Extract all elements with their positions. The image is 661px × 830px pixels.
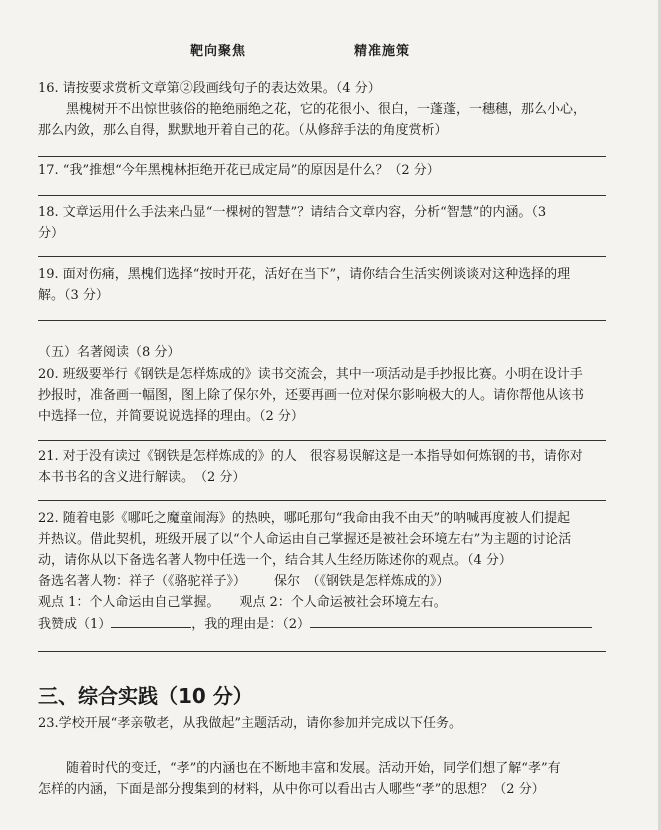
q16-stem: 16. 请按要求赏析文章第②段画线句子的表达效果。（4 分）: [38, 81, 381, 96]
view-1: 观点 1：个人命运由自己掌握。: [38, 595, 220, 610]
q22-line-1: 22. 随着电影《哪吒之魔童闹海》的热映，哪吒那句“我命由我不由天”的呐喊再度被人们提起: [38, 511, 571, 526]
candidates-label: 备选名著人物：: [38, 574, 130, 589]
q22-line-2: 并热议。借此契机，班级开展了以“个人命运由自己掌握还是被社会环境左右”为主题的讨论活: [38, 532, 572, 547]
reason-prefix: ，我的理由是：（2）: [191, 617, 311, 632]
answer-line[interactable]: [38, 440, 606, 441]
q22-views: [38, 592, 447, 613]
q18-line-2: 分）: [38, 226, 65, 241]
q21-line-2: 本书书名的含义进行解读。 （2 分）: [38, 470, 246, 485]
section-5-title: （五）名著阅读（8 分）: [38, 345, 181, 360]
agree-prefix: 我赞成（1）: [38, 617, 112, 632]
q19-line-2: 解。（3 分）: [38, 288, 109, 303]
candidate-1: 祥子（《骆驼祥子》）: [129, 574, 247, 589]
q22-answer-row: [38, 613, 592, 635]
view-2: 观点 2：个人命运被社会环境左右。: [239, 595, 447, 610]
candidate-2: 保尔 （《钢铁是怎样炼成的》）: [274, 574, 450, 589]
header-left: 靶向聚焦: [190, 44, 247, 59]
answer-line[interactable]: [38, 320, 606, 321]
q22-line-3: 动，请你从以下备选名著人物中任选一个，结合其人生经历陈述你的观点。（4 分）: [38, 553, 512, 568]
answer-line[interactable]: [38, 500, 606, 501]
header-right: 精准施策: [354, 44, 411, 59]
q22-candidates: [38, 571, 450, 592]
agree-blank[interactable]: [111, 613, 191, 628]
q20-line-3: 中选择一位，并简要说说选择的理由。（2 分）: [38, 409, 304, 424]
q20-line-2: 抄报时，准备画一幅图，图上除了保尔外，还要再画一位对保尔影响极大的人。请你帮他从该书: [38, 388, 585, 403]
q23-stem: 23.学校开展“孝亲敬老，从我做起”主题活动，请你参加并完成以下任务。: [38, 716, 462, 731]
answer-line[interactable]: [38, 651, 606, 652]
section-3-title: 三、综合实践（10 分）: [38, 684, 253, 708]
q23-para-line-1: 随着时代的变迁，“孝”的内涵也在不断地丰富和发展。活动开始，同学们想了解“孝”有: [66, 761, 561, 776]
q18-line-1: 18. 文章运用什么手法来凸显“一棵树的智慧”？请结合文章内容，分析“智慧”的内涵。（3: [38, 205, 547, 220]
q19-line-1: 19. 面对伤痛，黑槐们选择“按时开花，活好在当下”，请你结合生活实例谈谈对这种选择的理: [38, 267, 571, 282]
q21-line-1: 21. 对于没有读过《钢铁是怎样炼成的》的人 很容易误解这是一本指导如何炼钢的书，请你对: [38, 449, 583, 464]
q16-quote-line-1: 黑槐树开不出惊世骇俗的艳绝丽绝之花，它的花很小、很白，一蓬蓬，一穗穗，那么小心，: [66, 102, 587, 117]
q20-line-1: 20. 班级要举行《钢铁是怎样炼成的》读书交流会，其中一项活动是手抄报比赛。小明在设计手: [38, 367, 583, 382]
answer-line[interactable]: [38, 256, 606, 257]
reason-blank[interactable]: [310, 613, 592, 628]
q17-stem: 17. “我”推想“今年黑槐林拒绝开花已成定局”的原因是什么？（2 分）: [38, 163, 440, 178]
answer-line[interactable]: [38, 156, 606, 157]
q23-para-line-2: 怎样的内涵，下面是部分搜集到的材料，从中你可以看出古人哪些“孝”的思想？（2 分）: [38, 782, 545, 797]
q16-quote-line-2: 那么内敛，那么自得，默默地开着自己的花。（从修辞手法的角度赏析）: [38, 123, 448, 138]
answer-line[interactable]: [38, 195, 606, 196]
